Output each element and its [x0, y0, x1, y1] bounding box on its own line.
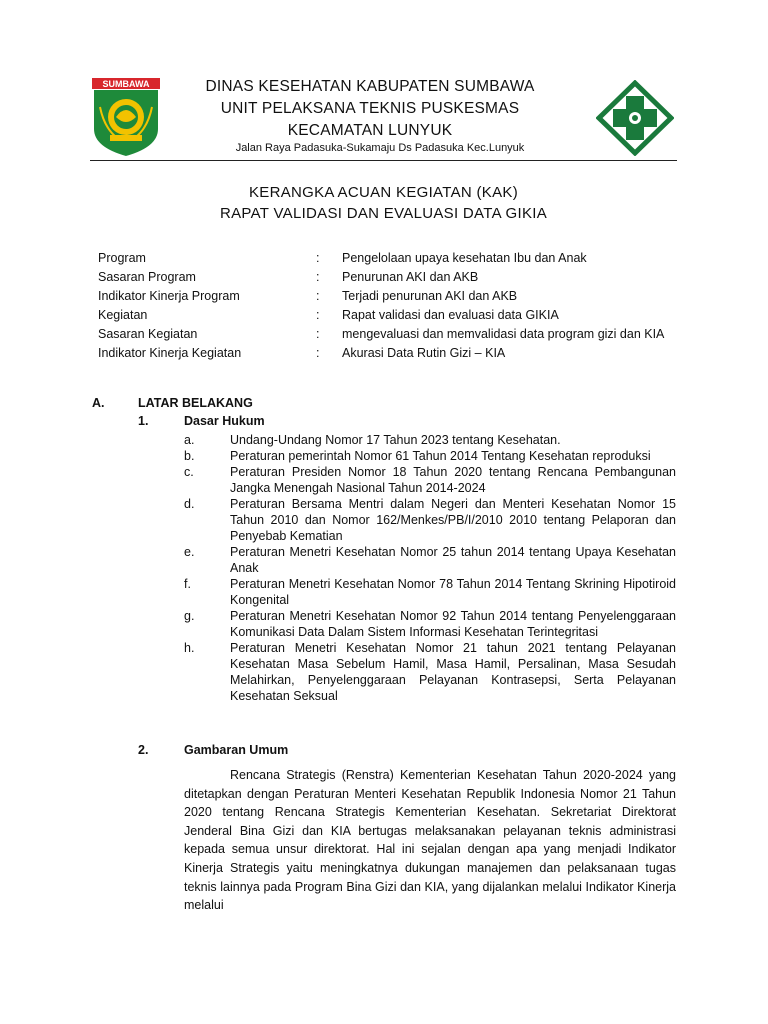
list-marker: g. [184, 609, 195, 623]
list-item [184, 448, 676, 464]
header-divider [90, 160, 677, 161]
document-title: KERANGKA ACUAN KEGIATAN (KAK) [248, 184, 519, 201]
info-value: mengevaluasi dan memvalidasi data program gizi dan KIA [342, 327, 665, 341]
list-item [184, 496, 676, 544]
header-district: KECAMATAN LUNYUK [287, 122, 453, 139]
list-marker: b. [184, 449, 195, 463]
info-table [98, 250, 678, 364]
list-text: Peraturan Bersama Mentri dalam Negeri dan Menteri Kesehatan Nomor 15 Tahun 2010 dan Nomor 162/Menkes/PB/I/2010 2010 tentang Pelaporan dan Penyebab Kematian [230, 497, 676, 543]
info-value: Terjadi penurunan AKI dan AKB [342, 289, 518, 303]
info-row [98, 288, 678, 304]
list-item [184, 608, 676, 640]
list-marker: h. [184, 641, 195, 655]
list-marker: f. [184, 577, 191, 591]
list-marker: e. [184, 545, 195, 559]
list-text: Peraturan Menetri Kesehatan Nomor 25 tahun 2014 tentang Upaya Kesehatan Anak [230, 545, 676, 575]
info-label: Indikator Kinerja Kegiatan [98, 346, 242, 360]
header-unit: UNIT PELAKSANA TEKNIS PUSKESMAS [220, 100, 520, 117]
info-label: Indikator Kinerja Program [98, 289, 240, 303]
info-row [98, 345, 678, 361]
info-label: Program [98, 251, 146, 265]
info-colon: : [316, 327, 320, 341]
info-value: Pengelolaan upaya kesehatan Ibu dan Anak [342, 251, 587, 265]
list-item [184, 640, 676, 704]
list-text: Undang-Undang Nomor 17 Tahun 2023 tentang Kesehatan. [230, 433, 561, 447]
subsection-number: 1. [138, 414, 149, 428]
info-row [98, 250, 678, 266]
body-paragraph: Rencana Strategis (Renstra) Kementerian Kesehatan Tahun 2020-2024 yang ditetapkan dengan Peraturan Menteri Kesehatan Republik Indonesia Nomor 21 Tahun 2020 tentang Rencana Strategis Kementerian Kesehatan. Sekretariat Direktorat Jenderal Bina Gizi dan KIA bertugas melaksanakan pelayanan teknis administrasi kepada semua unsur direktorat. Hal ini sejalan dengan apa yang menjadi Indikator Kinerja Strategis yaitu meningkatnya dukungan manajemen dan pelaksanaan tugas teknis lainnya pada Program Bina Gizi dan KIA, yang dijalankan melalui Indikator Kinerja melalui [184, 768, 676, 913]
info-row [98, 269, 678, 285]
header-address: Jalan Raya Padasuka-Sukamaju Ds Padasuka Kec.Lunyuk [235, 142, 525, 154]
list-text: Peraturan Menetri Kesehatan Nomor 78 Tahun 2014 Tentang Skrining Hipotiroid Kongenital [230, 577, 676, 607]
info-colon: : [316, 270, 320, 284]
list-item [184, 576, 676, 608]
info-row [98, 307, 678, 323]
list-text: Peraturan Menetri Kesehatan Nomor 21 tahun 2021 tentang Pelayanan Kesehatan Masa Sebelum Hamil, Masa Hamil, Persalinan, Masa Sesudah Melahirkan, Penyelenggaraan Pelayanan Kontrasepsi, Serta Pelayanan Kesehatan Seksual [230, 641, 676, 703]
info-value: Penurunan AKI dan AKB [342, 270, 479, 284]
list-marker: d. [184, 497, 195, 511]
info-row [98, 326, 678, 342]
list-marker: c. [184, 465, 194, 479]
info-colon: : [316, 251, 320, 265]
info-colon: : [316, 308, 320, 322]
info-label: Kegiatan [98, 308, 148, 322]
list-text: Peraturan Menetri Kesehatan Nomor 92 Tahun 2014 tentang Penyelenggaraan Komunikasi Data Dalam Sistem Informasi Kesehatan Terintegritasi [230, 609, 676, 639]
list-item [184, 544, 676, 576]
list-text: Peraturan Presiden Nomor 18 Tahun 2020 tentang Rencana Pembangunan Jangka Menengah Nasional Tahun 2014-2024 [230, 465, 676, 495]
info-colon: : [316, 346, 320, 360]
document-subtitle: RAPAT VALIDASI DAN EVALUASI DATA GIKIA [219, 205, 548, 222]
subsection-number: 2. [138, 743, 149, 757]
subsection-label: Gambaran Umum [184, 743, 289, 757]
puskesmas-logo-icon [596, 80, 674, 156]
header-agency: DINAS KESEHATAN KABUPATEN SUMBAWA [205, 78, 535, 95]
list-item [184, 432, 676, 448]
list-text: Peraturan pemerintah Nomor 61 Tahun 2014 Tentang Kesehatan reproduksi [230, 449, 651, 463]
info-label: Sasaran Program [98, 270, 196, 284]
legal-basis-list [184, 432, 676, 704]
info-colon: : [316, 289, 320, 303]
info-value: Rapat validasi dan evaluasi data GIKIA [342, 308, 559, 322]
info-label: Sasaran Kegiatan [98, 327, 198, 341]
emblem-label: SUMBAWA [102, 79, 150, 89]
subsection-label: Dasar Hukum [184, 414, 265, 428]
section-label: LATAR BELAKANG [138, 396, 253, 410]
info-value: Akurasi Data Rutin Gizi – KIA [342, 346, 506, 360]
section-number: A. [92, 396, 105, 410]
list-item [184, 464, 676, 496]
list-marker: a. [184, 433, 195, 447]
